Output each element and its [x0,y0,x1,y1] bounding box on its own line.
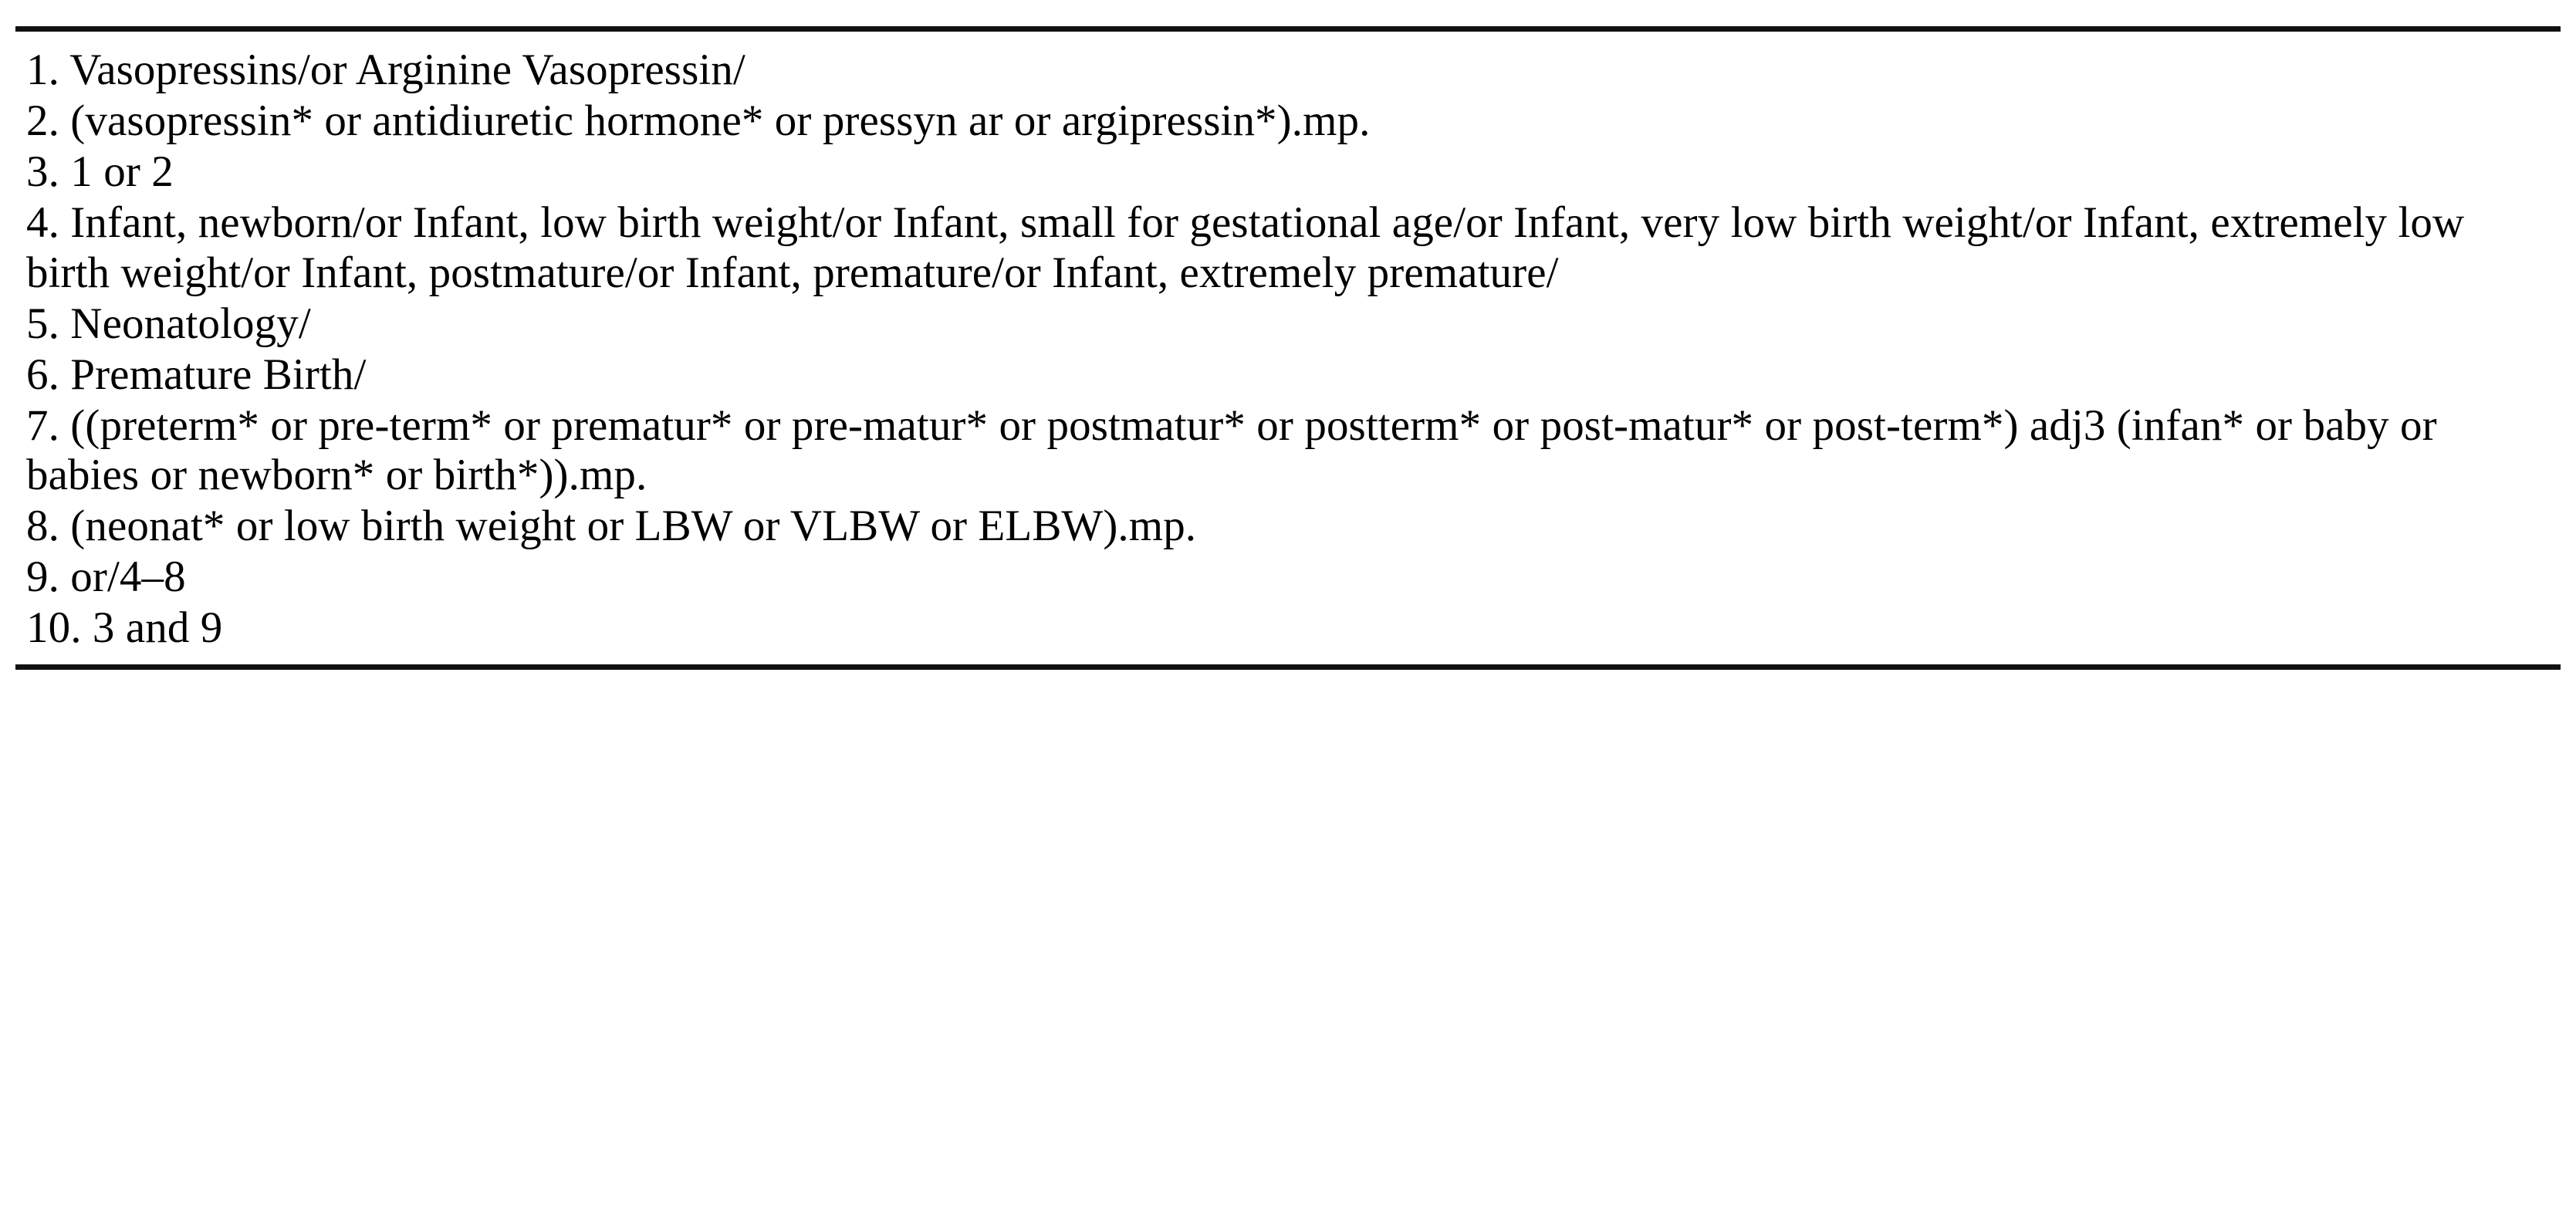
search-line: 7. ((preterm* or pre-term* or prematur* or pre-matur* or postmatur* or postterm* or post-matur* or post-term*) adj3 (infan* or baby or babies or newborn* or birth*)).mp. [26,400,2449,499]
search-strategy-block [15,26,2561,670]
search-line: 8. (neonat* or low birth weight or LBW or VLBW or ELBW).mp. [26,502,1197,551]
search-line: 5. Neonatology/ [26,299,311,348]
search-line: 1. Vasopressins/or Arginine Vasopressin/ [26,46,745,94]
document-page [0,26,2576,1213]
search-line: 2. (vasopressin* or antidiuretic hormone* or pressyn ar or argipressin*).mp. [26,96,1371,146]
search-line: 6. Premature Birth/ [26,350,367,399]
search-line: 4. Infant, newborn/or Infant, low birth weight/or Infant, small for gestational age/or Infant, very low birth weight/or Infant, extremely low birth weight/or Infant, postmature/or Infant, premature/or Infant, extremely premature/ [26,198,2476,297]
search-line: 9. or/4–8 [26,552,186,602]
search-line: 10. 3 and 9 [26,603,223,653]
search-line: 3. 1 or 2 [26,147,174,197]
